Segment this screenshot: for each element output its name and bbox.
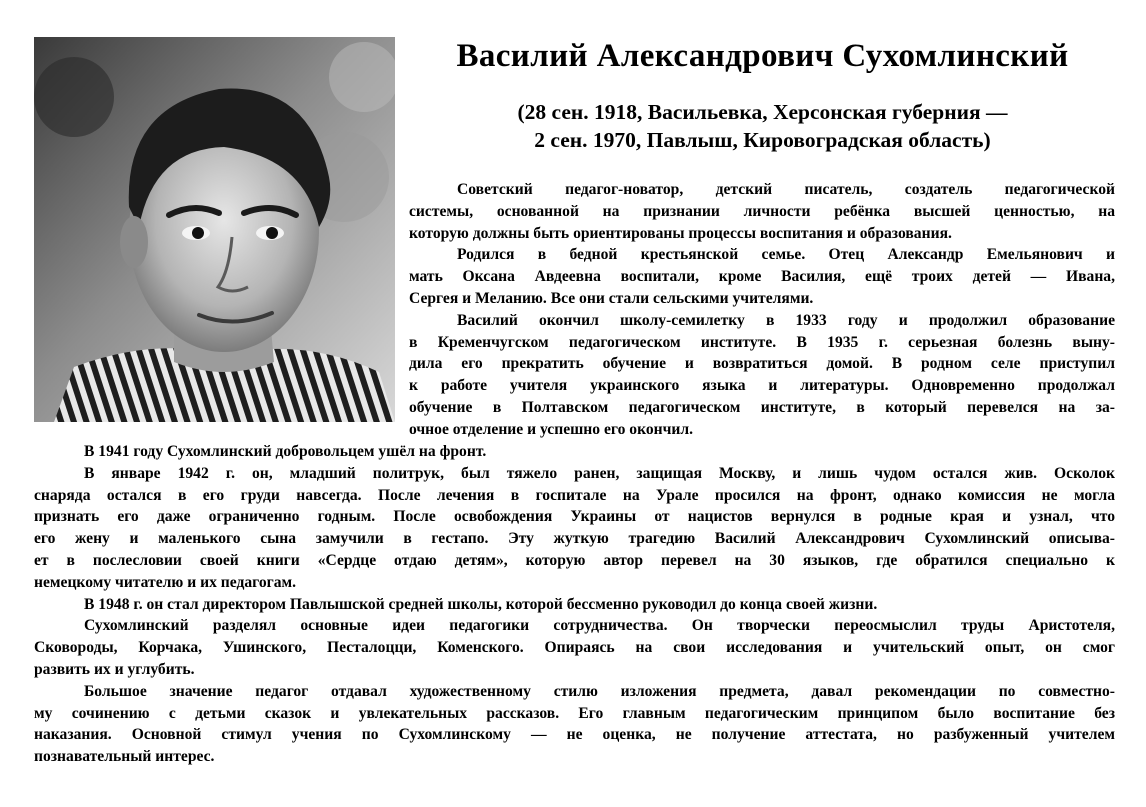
text-line: признать его даже ограниченно годным. После освобождения Украины от нацистов вернулся в родные края и узнал, что xyxy=(34,508,1115,526)
paragraph xyxy=(409,310,1115,441)
text-line: развить их и углубить. xyxy=(34,660,195,678)
text-line: Большое значение педагог отдавал художественному стилю изложения предмета, давал рекомендации по совместно- xyxy=(84,682,1115,700)
full-width-text xyxy=(34,441,1115,768)
text-line: Сергея и Меланию. Все они стали сельскими учителями. xyxy=(409,289,814,307)
text-line: обучение в Полтавском педагогическом институте, в который перевелся на за- xyxy=(409,398,1115,416)
text-line: Василий окончил школу-семилетку в 1933 году и продолжил образование xyxy=(457,311,1115,329)
text-line: Сухомлинский разделял основные идеи педагогики сотрудничества. Он творчески переосмыслил труды Аристотеля, xyxy=(84,617,1115,635)
text-line: познавательный интерес. xyxy=(34,748,215,766)
paragraph xyxy=(34,441,1115,463)
text-line: В январе 1942 г. он, младший политрук, был тяжело ранен, защищая Москву, и лишь чудом остался жив. Осколок xyxy=(84,464,1115,482)
life-dates xyxy=(405,98,1120,154)
text-line: немецкому читателю и их педагогам. xyxy=(34,573,297,591)
paragraph xyxy=(409,244,1115,309)
dates-line: 2 сен. 1970, Павлыш, Кировоградская область) xyxy=(534,128,991,152)
text-line: системы, основанной на признании личности ребёнка высшей ценностью, на xyxy=(409,202,1115,220)
text-line: Советский педагог-новатор, детский писатель, создатель педагогической xyxy=(457,181,1115,198)
text-line: мать Оксана Авдеевна воспитали, кроме Василия, ещё троих детей — Ивана, xyxy=(409,268,1115,286)
text-line: которую должны быть ориентированы процессы воспитания и образования. xyxy=(409,224,952,242)
dates-line: (28 сен. 1918, Васильевка, Херсонская губерния — xyxy=(517,100,1008,124)
paragraph xyxy=(34,681,1115,768)
text-line: Родился в бедной крестьянской семье. Отец Александр Емельянович и xyxy=(457,246,1115,264)
column-text xyxy=(409,179,1115,441)
paragraph xyxy=(34,463,1115,594)
paragraph xyxy=(34,615,1115,680)
text-line: В 1948 г. он стал директором Павлышской средней школы, которой бессменно руководил до конца своей жизни. xyxy=(84,595,878,613)
text-line: наказания. Основной стимул учения по Сухомлинскому — не оценка, не получение аттестата, но разбуженный учителем xyxy=(34,726,1115,744)
paragraph xyxy=(34,594,1115,616)
paragraph xyxy=(409,179,1115,244)
portrait-illustration xyxy=(34,37,395,422)
text-line: В 1941 году Сухомлинский добровольцем ушёл на фронт. xyxy=(84,443,487,460)
text-line: дила его прекратить обучение и возвратиться домой. В родном селе приступил xyxy=(409,355,1115,373)
page-title: Василий Александрович Сухомлинский xyxy=(456,38,1069,74)
text-line: его жену и маленького сына замучили в гестапо. Эту жуткую трагедию Василий Александрович Сухомлинский описыва- xyxy=(34,530,1115,548)
text-line: му сочинению с детьми сказок и увлекательных рассказов. Его главным педагогическим принципом было воспитание без xyxy=(34,704,1115,722)
text-line: в Кременчугском педагогическом институте. В 1935 г. серьезная болезнь выну- xyxy=(409,333,1115,351)
portrait-photo xyxy=(34,37,395,422)
text-line: к работе учителя украинского языка и литературы. Одновременно продолжал xyxy=(409,377,1115,395)
text-line: очное отделение и успешно его окончил. xyxy=(409,420,694,438)
text-line: Сковороды, Корчака, Ушинского, Песталоцци, Коменского. Опираясь на свои исследования и учительский опыт, он смог xyxy=(34,639,1115,657)
text-line: ет в послесловии своей книги «Сердце отдаю детям», которую автор перевел на 30 языков, где обратился специально к xyxy=(34,551,1115,569)
text-line: снаряда остался в его груди навсегда. После лечения в госпитале на Урале просился на фронт, однако комиссия не могла xyxy=(34,486,1115,504)
